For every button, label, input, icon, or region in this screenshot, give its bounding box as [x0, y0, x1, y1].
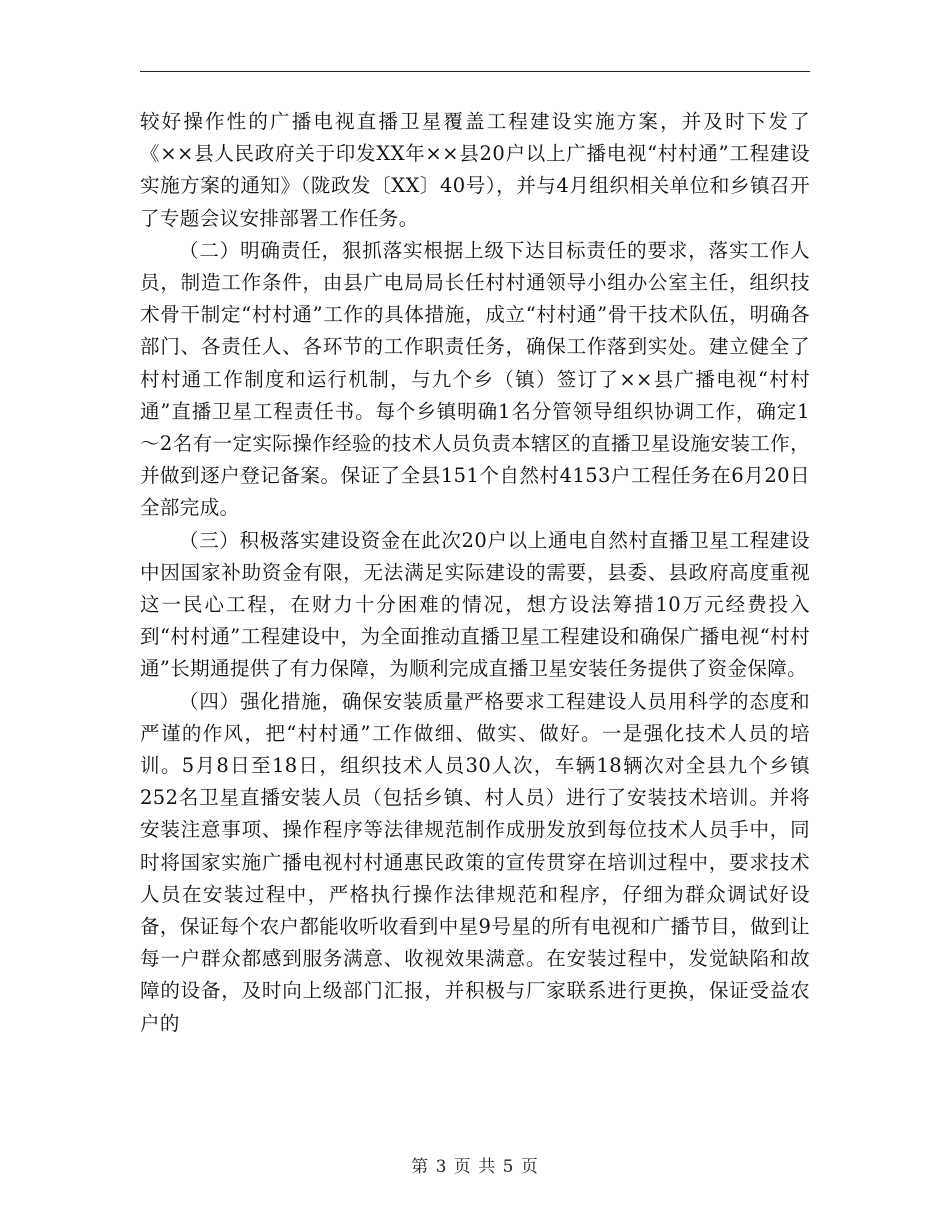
header-rule	[140, 71, 810, 72]
paragraph-continuation: 较好操作性的广播电视直播卫星覆盖工程建设实施方案，并及时下发了《××县人民政府关于印发XX年××县20户以上广播电视“村村通”工程建设实施方案的通知》（陇政发〔XX〕40号），并与4月组织相关单位和乡镇召开了专题会议安排部署工作任务。	[140, 110, 810, 230]
paragraph-funding: （三）积极落实建设资金在此次20户以上通电自然村直播卫星工程建设中因国家补助资金有限，无法满足实际建设的需要，县委、县政府高度重视这一民心工程，在财力十分困难的情况，想方设法筹措10万元经费投入到“村村通”工程建设中，为全面推动直播卫星工程建设和确保广播电视“村村通”长期通提供了有力保障，为顺利完成直播卫星安装任务提供了资金保障。	[140, 528, 810, 681]
document-body	[140, 106, 810, 1040]
paragraph-responsibility: （二）明确责任，狠抓落实根据上级下达目标责任的要求，落实工作人员，制造工作条件，由县广电局局长任村村通领导小组办公室主任，组织技术骨干制定“村村通”工作的具体措施，成立“村村通”骨干技术队伍，明确各部门、各责任人、各环节的工作职责任务，确保工作落到实处。建立健全了村村通工作制度和运行机制，与九个乡（镇）签订了××县广播电视“村村通”直播卫星工程责任书。每个乡镇明确1名分管领导组织协调工作，确定1～2名有一定实际操作经验的技术人员负责本辖区的直播卫星设施安装工作，并做到逐户登记备案。保证了全县151个自然村4153户工程任务在6月20日全部完成。	[140, 238, 810, 520]
paragraph-measures: （四）强化措施，确保安装质量严格要求工程建设人员用科学的态度和严谨的作风，把“村村通”工作做细、做实、做好。一是强化技术人员的培训。5月8日至18日，组织技术人员30人次，车辆18辆次对全县九个乡镇252名卫星直播安装人员（包括乡镇、村人员）进行了安装技术培训。并将安装注意事项、操作程序等法律规范制作成册发放到每位技术人员手中，同时将国家实施广播电视村村通惠民政策的宣传贯穿在培训过程中，要求技术人员在安装过程中，严格执行操作法律规范和程序，仔细为群众调试好设备，保证每个农户都能收听收看到中星9号星的所有电视和广播节目，做到让每一户群众都感到服务满意、收视效果满意。在安装过程中，发觉缺陷和故障的设备，及时向上级部门汇报，并积极与厂家联系进行更换，保证受益农户的	[140, 689, 810, 1035]
page-footer: 第 3 页 共 5 页	[411, 1157, 539, 1177]
